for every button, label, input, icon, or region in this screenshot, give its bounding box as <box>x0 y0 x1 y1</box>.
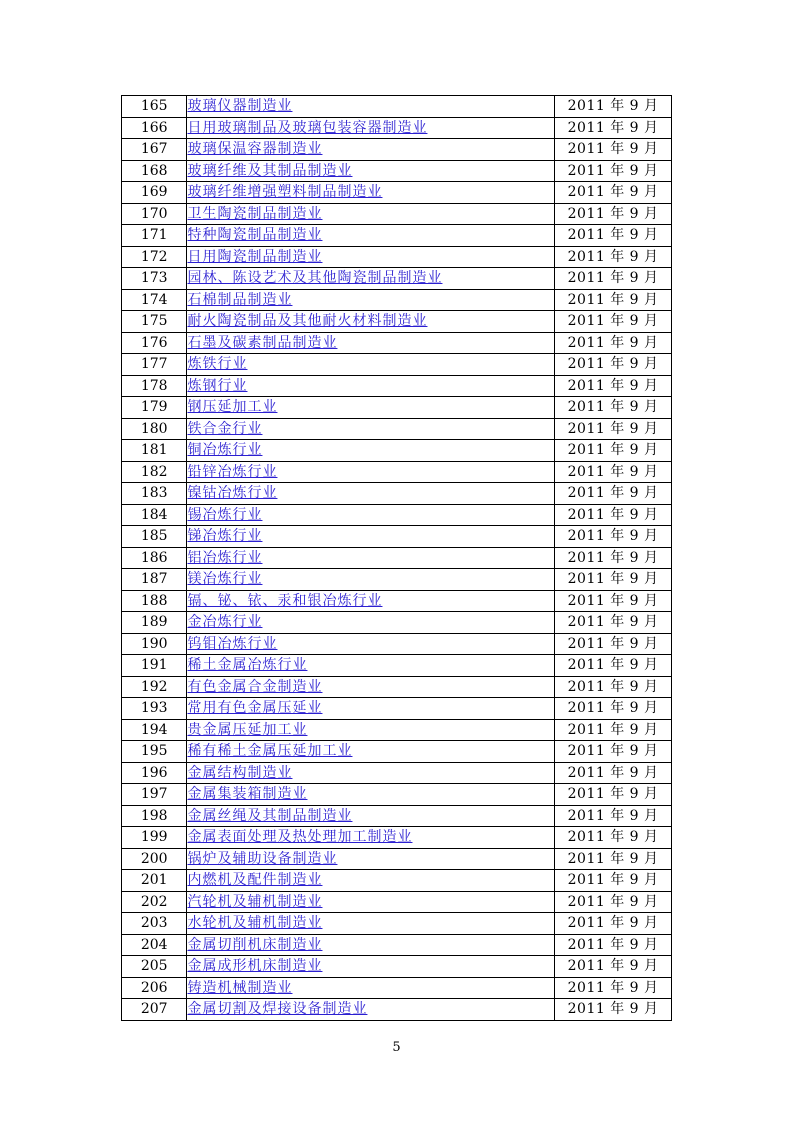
row-number: 171 <box>122 225 187 247</box>
industry-name-cell <box>187 483 555 505</box>
industry-name-cell <box>187 655 555 677</box>
table-row <box>122 225 672 247</box>
table-row <box>122 762 672 784</box>
table-row <box>122 160 672 182</box>
release-date: 2011 年 9 月 <box>555 977 672 999</box>
table-row <box>122 977 672 999</box>
row-number: 201 <box>122 870 187 892</box>
industry-name-link[interactable]: 有色金属合金制造业 <box>187 678 323 695</box>
industry-name-cell <box>187 526 555 548</box>
row-number: 167 <box>122 139 187 161</box>
industry-name-cell <box>187 848 555 870</box>
row-number: 204 <box>122 934 187 956</box>
industry-name-link[interactable]: 耐火陶瓷制品及其他耐火材料制造业 <box>187 313 428 330</box>
industry-name-cell <box>187 762 555 784</box>
industry-name-cell <box>187 268 555 290</box>
row-number: 207 <box>122 999 187 1021</box>
table-row <box>122 698 672 720</box>
industry-name-link[interactable]: 金冶炼行业 <box>187 614 263 631</box>
industry-name-cell <box>187 182 555 204</box>
row-number: 177 <box>122 354 187 376</box>
release-date: 2011 年 9 月 <box>555 440 672 462</box>
industry-name-cell <box>187 117 555 139</box>
industry-name-link[interactable]: 金属集装箱制造业 <box>187 786 308 803</box>
table-row <box>122 203 672 225</box>
industry-name-link[interactable]: 稀有稀土金属压延加工业 <box>187 743 353 760</box>
industry-name-cell <box>187 741 555 763</box>
table-row <box>122 569 672 591</box>
release-date: 2011 年 9 月 <box>555 805 672 827</box>
industry-name-link[interactable]: 玻璃仪器制造业 <box>187 98 293 115</box>
table-row <box>122 461 672 483</box>
industry-name-link[interactable]: 铜冶炼行业 <box>187 442 263 459</box>
industry-name-link[interactable]: 贵金属压延加工业 <box>187 721 308 738</box>
release-date: 2011 年 9 月 <box>555 698 672 720</box>
release-date: 2011 年 9 月 <box>555 418 672 440</box>
release-date: 2011 年 9 月 <box>555 397 672 419</box>
table-row <box>122 827 672 849</box>
table-row <box>122 483 672 505</box>
row-number: 184 <box>122 504 187 526</box>
table-row <box>122 139 672 161</box>
table-row <box>122 934 672 956</box>
release-date: 2011 年 9 月 <box>555 268 672 290</box>
industry-name-link[interactable]: 金属结构制造业 <box>187 764 293 781</box>
release-date: 2011 年 9 月 <box>555 762 672 784</box>
row-number: 174 <box>122 289 187 311</box>
row-number: 169 <box>122 182 187 204</box>
table-row <box>122 784 672 806</box>
industry-name-cell <box>187 698 555 720</box>
row-number: 203 <box>122 913 187 935</box>
industry-name-link[interactable]: 日用玻璃制品及玻璃包装容器制造业 <box>187 119 428 136</box>
release-date: 2011 年 9 月 <box>555 375 672 397</box>
release-date: 2011 年 9 月 <box>555 139 672 161</box>
industry-name-link[interactable]: 锅炉及辅助设备制造业 <box>187 850 338 867</box>
row-number: 194 <box>122 719 187 741</box>
industry-name-cell <box>187 633 555 655</box>
table-row <box>122 891 672 913</box>
release-date: 2011 年 9 月 <box>555 612 672 634</box>
industry-name-cell <box>187 504 555 526</box>
table-row <box>122 655 672 677</box>
release-date: 2011 年 9 月 <box>555 96 672 118</box>
release-date: 2011 年 9 月 <box>555 354 672 376</box>
table-row <box>122 117 672 139</box>
industry-name-link[interactable]: 铸造机械制造业 <box>187 979 293 996</box>
industry-name-cell <box>187 676 555 698</box>
release-date: 2011 年 9 月 <box>555 913 672 935</box>
release-date: 2011 年 9 月 <box>555 160 672 182</box>
industry-name-link[interactable]: 金属丝绳及其制品制造业 <box>187 807 353 824</box>
industry-name-link[interactable]: 石墨及碳素制品制造业 <box>187 334 338 351</box>
release-date: 2011 年 9 月 <box>555 655 672 677</box>
industry-name-cell <box>187 461 555 483</box>
table-row <box>122 354 672 376</box>
release-date: 2011 年 9 月 <box>555 332 672 354</box>
release-date: 2011 年 9 月 <box>555 526 672 548</box>
industry-name-link[interactable]: 玻璃纤维增强塑料制品制造业 <box>187 184 383 201</box>
row-number: 175 <box>122 311 187 333</box>
release-date: 2011 年 9 月 <box>555 461 672 483</box>
release-date: 2011 年 9 月 <box>555 289 672 311</box>
table-row <box>122 397 672 419</box>
industry-name-link[interactable]: 炼铁行业 <box>187 356 248 373</box>
row-number: 172 <box>122 246 187 268</box>
row-number: 182 <box>122 461 187 483</box>
industry-name-cell <box>187 289 555 311</box>
industry-name-cell <box>187 375 555 397</box>
release-date: 2011 年 9 月 <box>555 504 672 526</box>
industry-name-link[interactable]: 玻璃纤维及其制品制造业 <box>187 162 353 179</box>
industry-name-cell <box>187 354 555 376</box>
table-row <box>122 999 672 1021</box>
row-number: 179 <box>122 397 187 419</box>
row-number: 176 <box>122 332 187 354</box>
industry-name-cell <box>187 784 555 806</box>
industry-name-cell <box>187 569 555 591</box>
table-row <box>122 375 672 397</box>
release-date: 2011 年 9 月 <box>555 246 672 268</box>
table-row <box>122 246 672 268</box>
industry-name-cell <box>187 827 555 849</box>
release-date: 2011 年 9 月 <box>555 182 672 204</box>
row-number: 205 <box>122 956 187 978</box>
release-date: 2011 年 9 月 <box>555 784 672 806</box>
industry-name-link[interactable]: 水轮机及辅机制造业 <box>187 915 323 932</box>
industry-name-cell <box>187 418 555 440</box>
industry-name-cell <box>187 225 555 247</box>
industry-name-link[interactable]: 日用陶瓷制品制造业 <box>187 248 323 265</box>
table-row <box>122 311 672 333</box>
row-number: 178 <box>122 375 187 397</box>
table-row <box>122 547 672 569</box>
industry-name-link[interactable]: 炼钢行业 <box>187 377 248 394</box>
industry-name-cell <box>187 934 555 956</box>
row-number: 202 <box>122 891 187 913</box>
release-date: 2011 年 9 月 <box>555 827 672 849</box>
release-date: 2011 年 9 月 <box>555 848 672 870</box>
industry-name-cell <box>187 96 555 118</box>
release-date: 2011 年 9 月 <box>555 590 672 612</box>
industry-name-link[interactable]: 金属切割及焊接设备制造业 <box>187 1001 368 1018</box>
industry-name-cell <box>187 160 555 182</box>
table-row <box>122 719 672 741</box>
table-row <box>122 332 672 354</box>
table-row <box>122 96 672 118</box>
release-date: 2011 年 9 月 <box>555 719 672 741</box>
table-row <box>122 870 672 892</box>
row-number: 193 <box>122 698 187 720</box>
table-row <box>122 805 672 827</box>
row-number: 173 <box>122 268 187 290</box>
table-row <box>122 182 672 204</box>
table-row <box>122 268 672 290</box>
industry-name-link[interactable]: 汽轮机及辅机制造业 <box>187 893 323 910</box>
row-number: 168 <box>122 160 187 182</box>
row-number: 199 <box>122 827 187 849</box>
industry-name-link[interactable]: 玻璃保温容器制造业 <box>187 141 323 158</box>
row-number: 195 <box>122 741 187 763</box>
table-row <box>122 848 672 870</box>
table-row <box>122 741 672 763</box>
row-number: 198 <box>122 805 187 827</box>
industry-name-link[interactable]: 金属表面处理及热处理加工制造业 <box>187 829 413 846</box>
release-date: 2011 年 9 月 <box>555 117 672 139</box>
industry-name-cell <box>187 203 555 225</box>
industry-name-link[interactable]: 铅锌冶炼行业 <box>187 463 278 480</box>
row-number: 166 <box>122 117 187 139</box>
table-row <box>122 590 672 612</box>
release-date: 2011 年 9 月 <box>555 311 672 333</box>
industry-name-link[interactable]: 锑冶炼行业 <box>187 528 263 545</box>
industry-name-cell <box>187 870 555 892</box>
release-date: 2011 年 9 月 <box>555 483 672 505</box>
release-date: 2011 年 9 月 <box>555 870 672 892</box>
industry-name-cell <box>187 956 555 978</box>
industry-name-cell <box>187 311 555 333</box>
industry-name-link[interactable]: 镁冶炼行业 <box>187 571 263 588</box>
release-date: 2011 年 9 月 <box>555 547 672 569</box>
row-number: 180 <box>122 418 187 440</box>
standards-table <box>121 95 672 1021</box>
industry-name-cell <box>187 139 555 161</box>
industry-name-link[interactable]: 铝冶炼行业 <box>187 549 263 566</box>
release-date: 2011 年 9 月 <box>555 999 672 1021</box>
row-number: 197 <box>122 784 187 806</box>
industry-name-link[interactable]: 园林、陈设艺术及其他陶瓷制品制造业 <box>187 270 443 287</box>
industry-name-cell <box>187 999 555 1021</box>
industry-name-cell <box>187 397 555 419</box>
industry-name-cell <box>187 891 555 913</box>
release-date: 2011 年 9 月 <box>555 741 672 763</box>
table-body <box>122 96 672 1021</box>
table-row <box>122 612 672 634</box>
industry-name-link[interactable]: 镉、铋、铱、汞和银冶炼行业 <box>187 592 383 609</box>
row-number: 196 <box>122 762 187 784</box>
table-row <box>122 526 672 548</box>
industry-name-link[interactable]: 常用有色金属压延业 <box>187 700 323 717</box>
row-number: 170 <box>122 203 187 225</box>
industry-name-cell <box>187 913 555 935</box>
industry-name-link[interactable]: 铁合金行业 <box>187 420 263 437</box>
release-date: 2011 年 9 月 <box>555 676 672 698</box>
industry-name-link[interactable]: 特种陶瓷制品制造业 <box>187 227 323 244</box>
industry-name-link[interactable]: 金属切削机床制造业 <box>187 936 323 953</box>
row-number: 192 <box>122 676 187 698</box>
table-row <box>122 956 672 978</box>
table-row <box>122 504 672 526</box>
industry-name-cell <box>187 332 555 354</box>
row-number: 206 <box>122 977 187 999</box>
row-number: 165 <box>122 96 187 118</box>
row-number: 185 <box>122 526 187 548</box>
industry-name-cell <box>187 440 555 462</box>
table-row <box>122 418 672 440</box>
row-number: 186 <box>122 547 187 569</box>
industry-name-link[interactable]: 卫生陶瓷制品制造业 <box>187 205 323 222</box>
table-row <box>122 633 672 655</box>
industry-name-cell <box>187 612 555 634</box>
industry-name-link[interactable]: 钨钼冶炼行业 <box>187 635 278 652</box>
row-number: 181 <box>122 440 187 462</box>
release-date: 2011 年 9 月 <box>555 956 672 978</box>
industry-name-link[interactable]: 金属成形机床制造业 <box>187 958 323 975</box>
release-date: 2011 年 9 月 <box>555 569 672 591</box>
row-number: 191 <box>122 655 187 677</box>
industry-name-cell <box>187 590 555 612</box>
industry-name-link[interactable]: 内燃机及配件制造业 <box>187 872 323 889</box>
industry-name-cell <box>187 246 555 268</box>
industry-name-link[interactable]: 石棉制品制造业 <box>187 291 293 308</box>
release-date: 2011 年 9 月 <box>555 203 672 225</box>
table-row <box>122 676 672 698</box>
industry-name-link[interactable]: 锡冶炼行业 <box>187 506 263 523</box>
industry-name-cell <box>187 547 555 569</box>
row-number: 188 <box>122 590 187 612</box>
row-number: 190 <box>122 633 187 655</box>
release-date: 2011 年 9 月 <box>555 891 672 913</box>
industry-name-cell <box>187 805 555 827</box>
row-number: 200 <box>122 848 187 870</box>
release-date: 2011 年 9 月 <box>555 225 672 247</box>
table-row <box>122 440 672 462</box>
table-row <box>122 913 672 935</box>
table-row <box>122 289 672 311</box>
row-number: 187 <box>122 569 187 591</box>
industry-name-link[interactable]: 钢压延加工业 <box>187 399 278 416</box>
row-number: 189 <box>122 612 187 634</box>
industry-name-link[interactable]: 镍钴冶炼行业 <box>187 485 278 502</box>
row-number: 183 <box>122 483 187 505</box>
industry-name-link[interactable]: 稀土金属冶炼行业 <box>187 657 308 674</box>
industry-name-cell <box>187 977 555 999</box>
page-number: 5 <box>392 1040 401 1055</box>
release-date: 2011 年 9 月 <box>555 934 672 956</box>
release-date: 2011 年 9 月 <box>555 633 672 655</box>
industry-name-cell <box>187 719 555 741</box>
